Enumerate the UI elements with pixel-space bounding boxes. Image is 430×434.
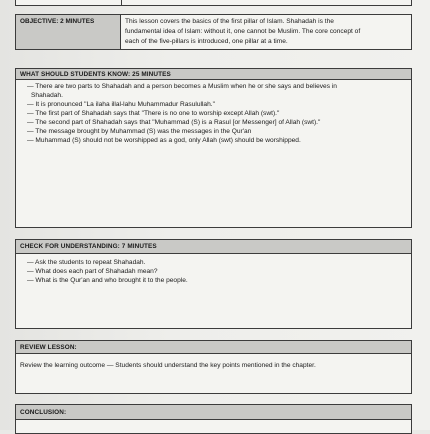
know-item: — The second part of Shahadah says that "Muhammad (S) is a Rasul [or Messenger] of Allah (swt)." bbox=[27, 119, 321, 126]
objective-text-line: fundamental idea of Islam: without it, one cannot be Muslim. The core concept of bbox=[125, 28, 361, 35]
know-item: — There are two parts to Shahadah and a person becomes a Muslim when he or she says and believes in bbox=[27, 83, 337, 90]
know-item: — It is pronounced "La ilaha illal-lahu Muhammadur Rasulullah." bbox=[27, 101, 215, 108]
check-item: — Ask the students to repeat Shahadah. bbox=[27, 259, 146, 266]
check-section bbox=[15, 239, 412, 329]
check-item: — What is the Qur'an and who brought it to the people. bbox=[27, 277, 188, 284]
review-text: Review the learning outcome — Students should understand the key points mentioned in the chapter. bbox=[20, 362, 316, 369]
know-section bbox=[15, 68, 412, 228]
objective-text-line: This lesson covers the basics of the first pillar of Islam. Shahadah is the bbox=[125, 18, 334, 25]
previous-section-box bbox=[15, 0, 412, 6]
know-item: — Muhammad (S) should not be worshipped as a god, only Allah (swt) should be worshipped. bbox=[27, 137, 301, 144]
objective-section bbox=[15, 14, 412, 50]
objective-text-line: each of the five-pillars is introduced, one pillar at a time. bbox=[125, 38, 288, 45]
check-header: CHECK FOR UNDERSTANDING: 7 MINUTES bbox=[16, 240, 411, 254]
know-item: — The message brought by Muhammad (S) was the messages in the Qur'an bbox=[27, 128, 252, 135]
know-header: WHAT SHOULD STUDENTS KNOW: 25 MINUTES bbox=[16, 69, 411, 80]
check-item: — What does each part of Shahadah mean? bbox=[27, 268, 158, 275]
review-section bbox=[15, 340, 412, 394]
know-item: Shahadah. bbox=[31, 92, 63, 99]
review-header: REVIEW LESSON: bbox=[16, 341, 411, 354]
objective-label: OBJECTIVE: 2 MINUTES bbox=[16, 15, 121, 49]
know-item: — The first part of Shahadah says that "There is no one to worship except Allah (swt)." bbox=[27, 110, 280, 117]
conclusion-header: CONCLUSION: bbox=[16, 405, 411, 420]
